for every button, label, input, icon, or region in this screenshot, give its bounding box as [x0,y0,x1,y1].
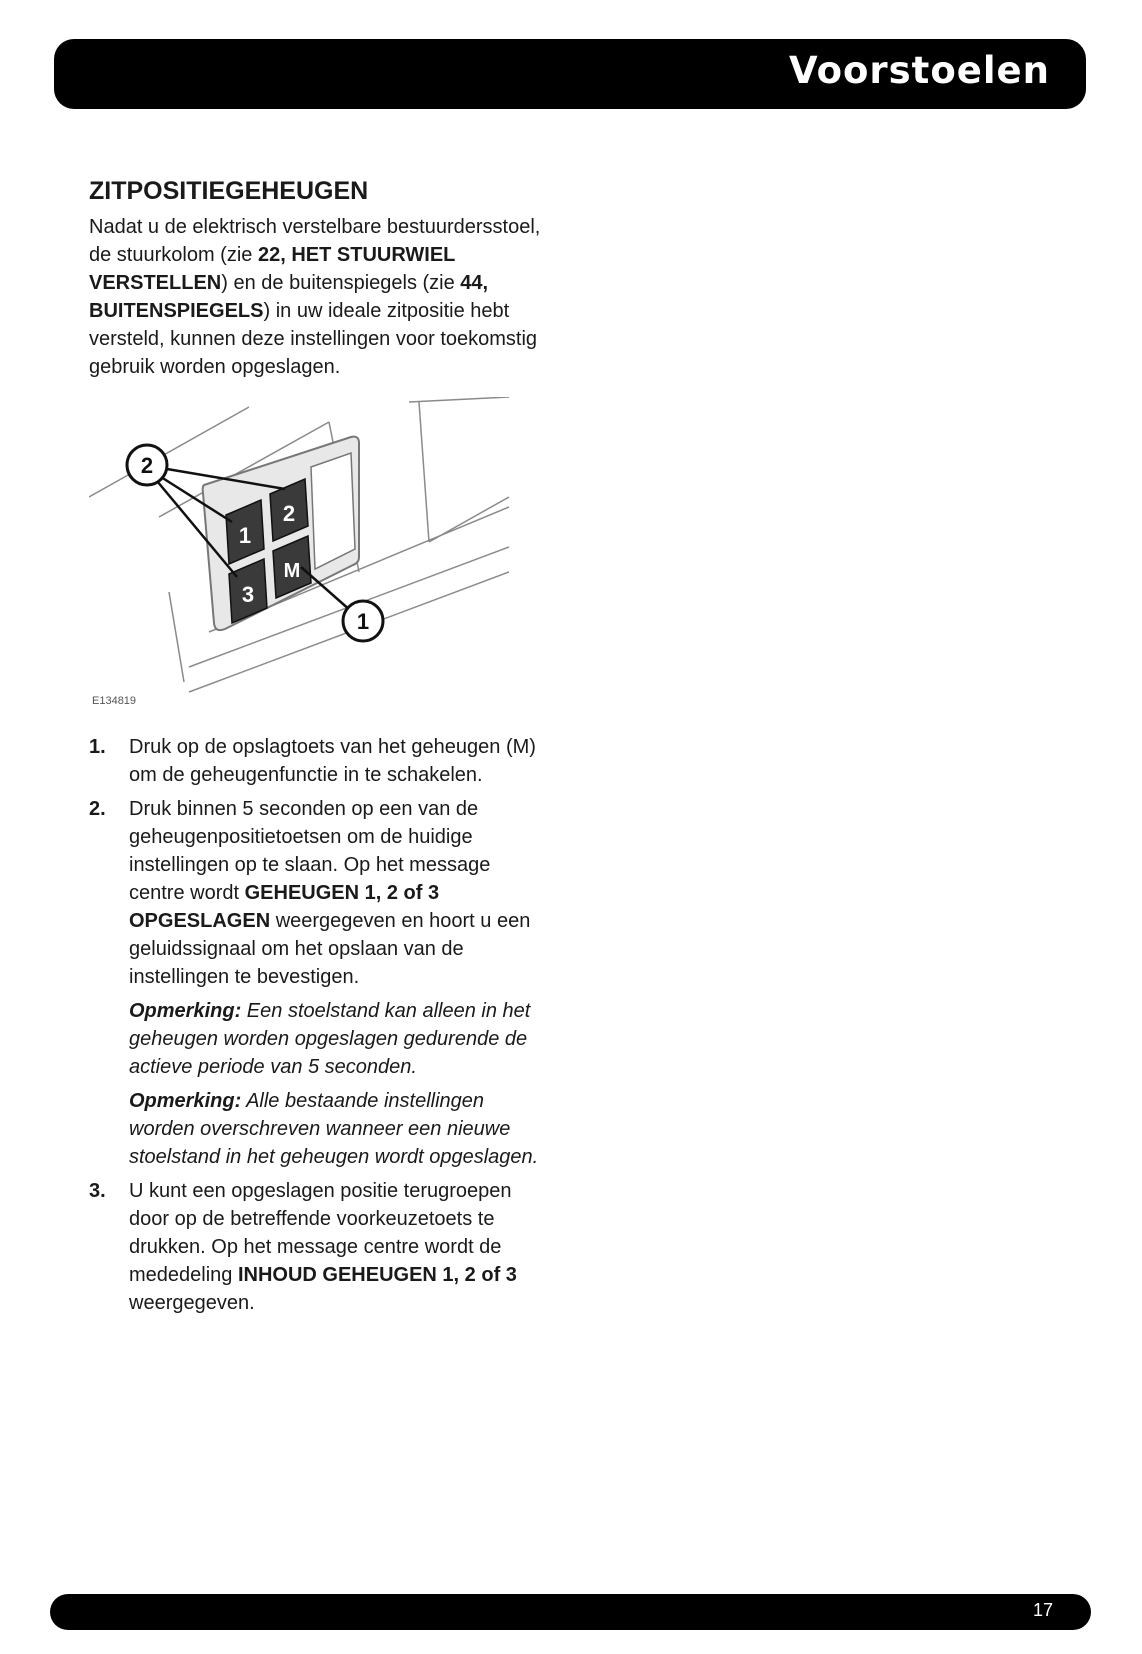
svg-text:3: 3 [241,582,255,607]
list-item [89,1177,549,1317]
note-label: Opmerking: [129,1090,242,1112]
step-number: 2. [89,798,106,820]
memory-buttons-illustration [89,397,549,697]
note-label: Opmerking: [129,1000,242,1022]
list-item [89,733,549,789]
page-number: 17 [1032,1600,1053,1620]
svg-text:M: M [283,560,301,582]
note-text: Alle bestaande instellingen worden overschreven wanneer een nieuwe stoelstand in het geheugen wordt opgeslagen. [129,1090,539,1168]
main-content [89,175,549,1323]
header-bar [54,39,1086,109]
footer-bar [50,1594,1091,1630]
memory-buttons-figure [89,397,549,717]
figure-code: E134819 [92,695,137,707]
step-text: U kunt een opgeslagen positie terugroepen door op de betreffende voorkeuzetoets te drukken. Op het message centre wordt de mededeling INHOUD GEHEUGEN 1, 2 of 3 weergegeven. [129,1180,517,1314]
cross-reference: 22, HET STUURWIEL VERSTELLEN [89,244,456,294]
step-number: 1. [89,736,106,758]
svg-text:1: 1 [238,523,252,548]
page-title: Voorstoelen [788,49,1050,92]
svg-text:2: 2 [140,453,154,478]
intro-paragraph: Nadat u de elektrisch verstelbare bestuurdersstoel, de stuurkolom (zie 22, HET STUURWIEL VERSTELLEN) en de buitenspiegels (zie 44, BUITENSPIEGELS) in uw ideale zitpositie hebt versteld, kunnen deze instellingen voor toekomstig gebruik worden opgeslagen. [89,216,541,378]
step-text: Druk op de opslagtoets van het geheugen (M) om de geheugenfunctie in te schakelen. [129,736,536,786]
note [129,997,549,1081]
callout-2 [127,445,167,485]
note [129,1087,549,1171]
callout-1 [343,601,383,641]
step-number: 3. [89,1180,106,1202]
svg-text:1: 1 [356,609,370,634]
section-heading: ZITPOSITIEGEHEUGEN [89,177,369,205]
steps-list [89,733,549,1317]
svg-text:2: 2 [282,501,296,526]
step-text: Druk binnen 5 seconden op een van de geheugenpositietoetsen om de huidige instellingen op te slaan. Op het message centre wordt GEHEUGEN 1, 2 of 3 OPGESLAGEN weergegeven en hoort u een geluidssignaal om het opslaan van de instellingen te bevestigen. [129,798,531,988]
cross-reference: 44, BUITENSPIEGELS [89,272,489,322]
list-item [89,795,549,1171]
note-text: Een stoelstand kan alleen in het geheugen worden opgeslagen gedurende de actieve periode van 5 seconden. [129,1000,531,1078]
